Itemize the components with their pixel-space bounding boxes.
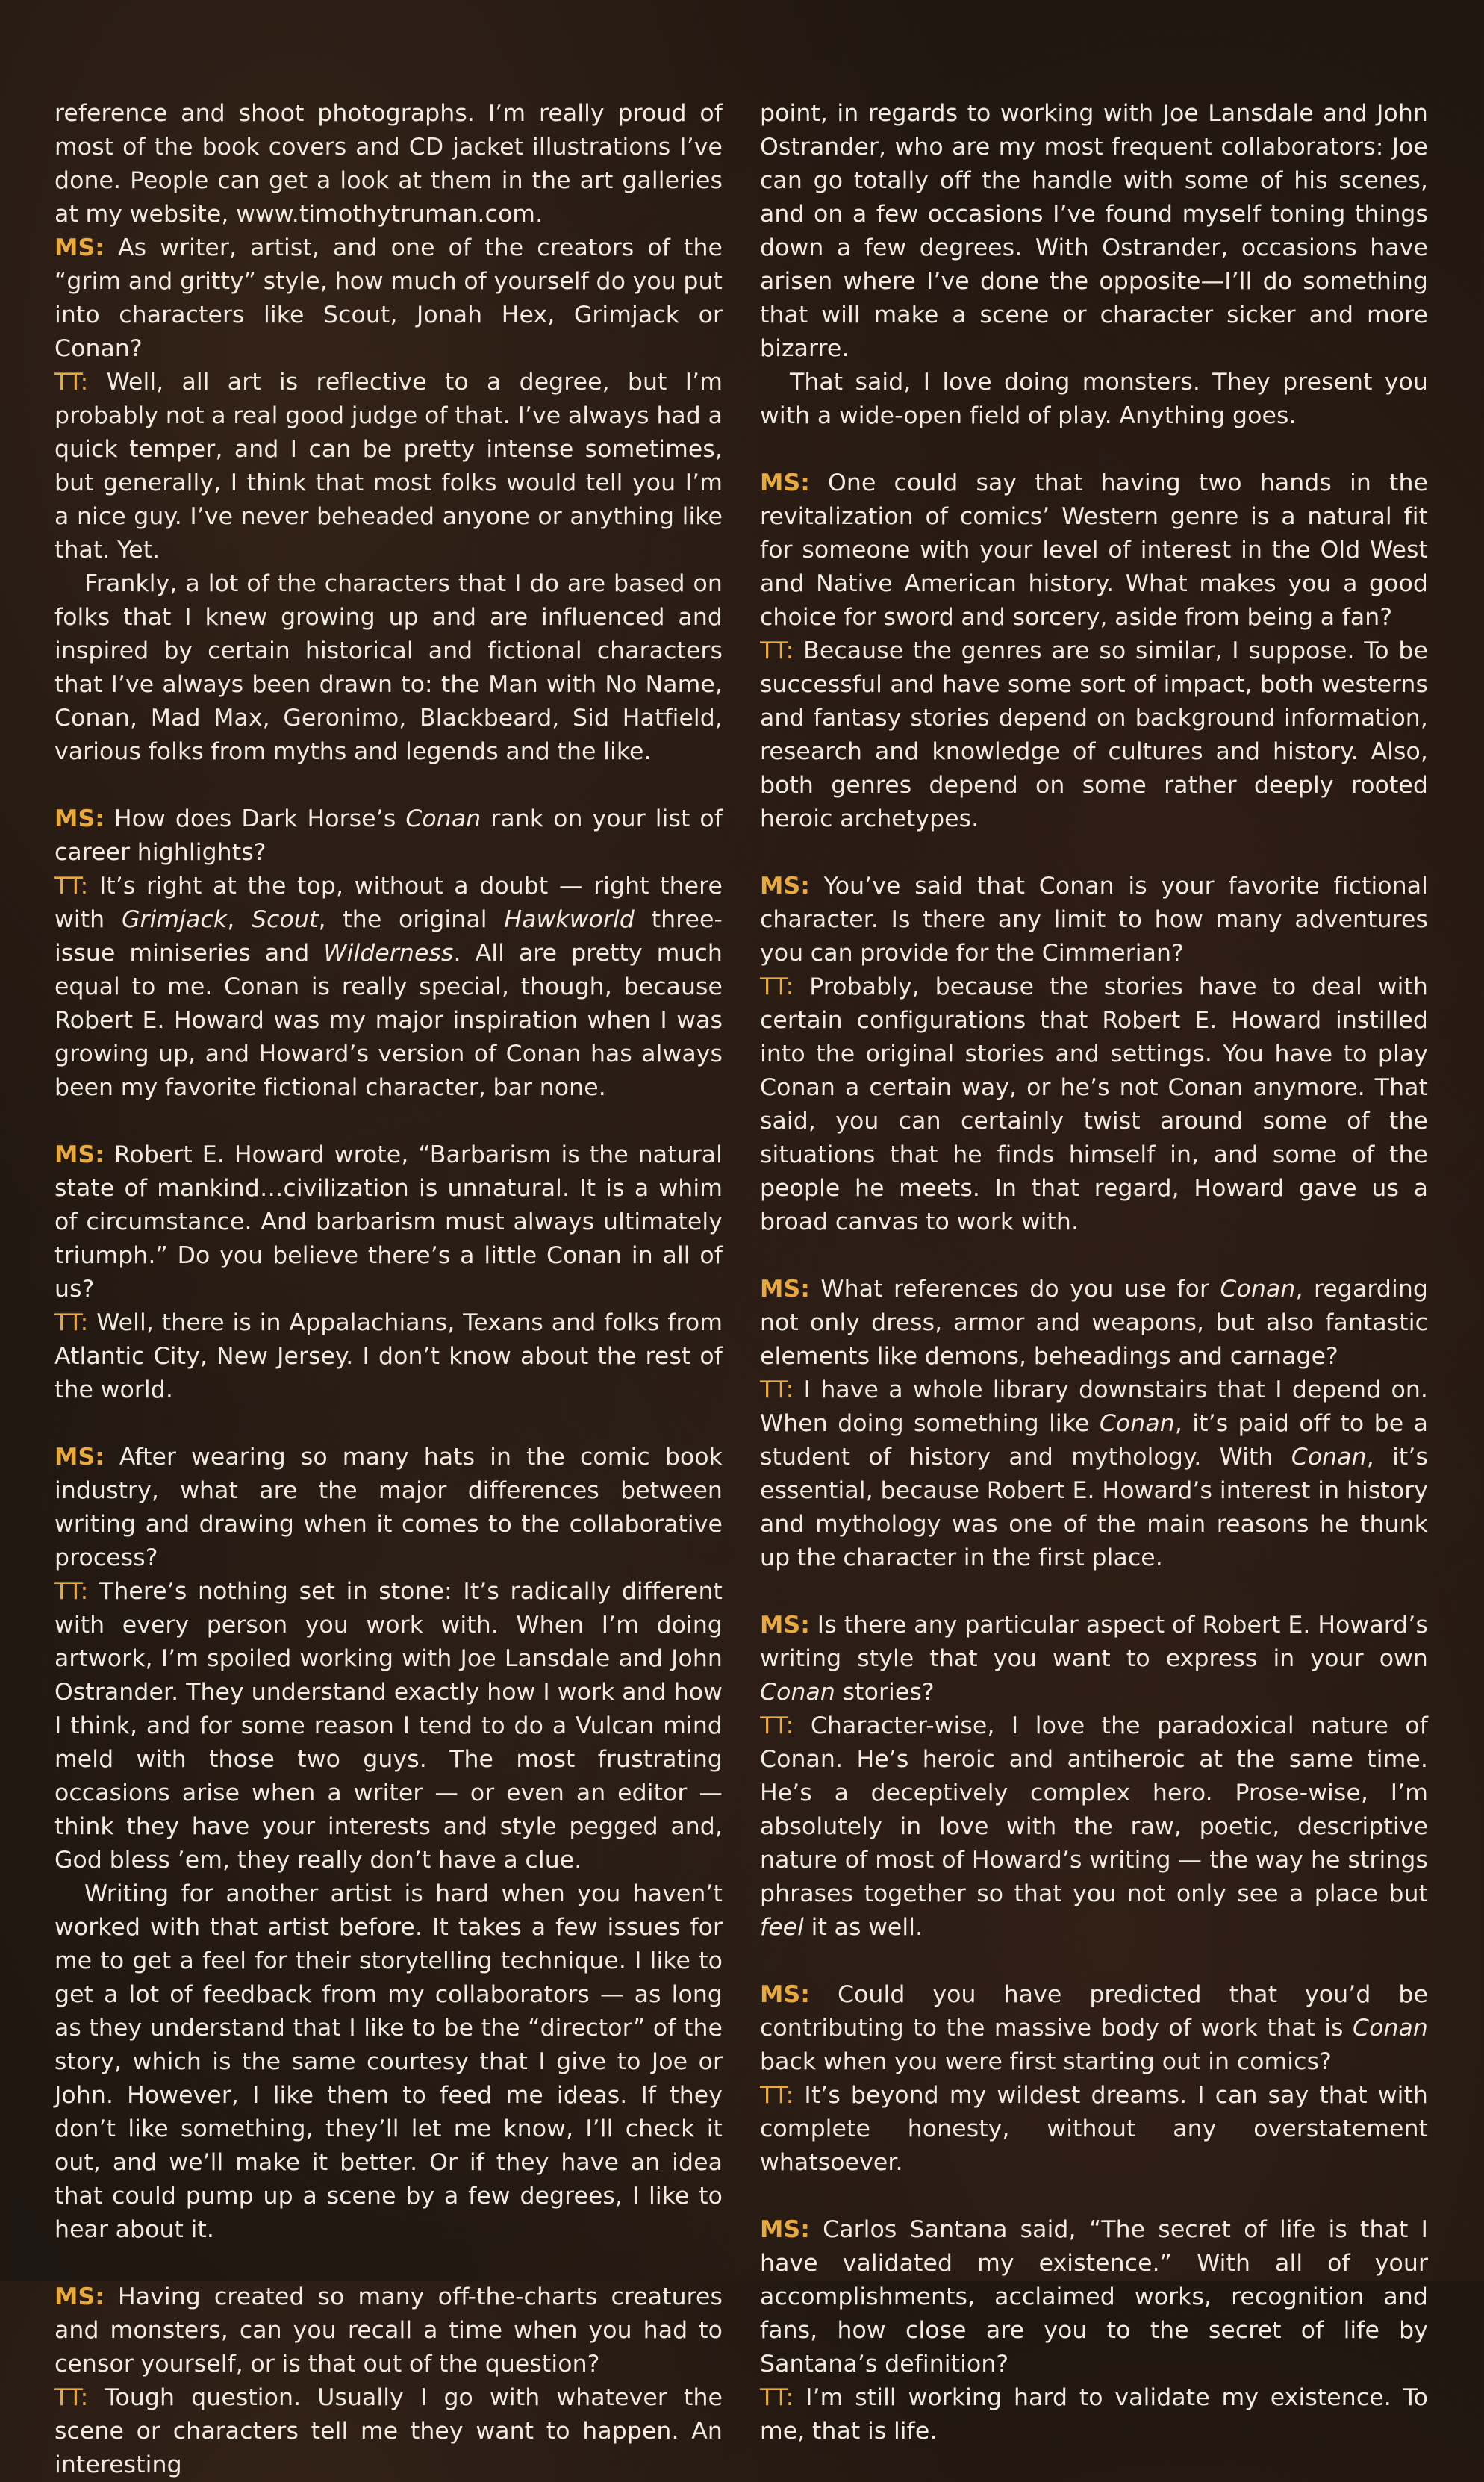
question-text: As writer, artist, and one of the creators of the “grim and gritty” style, how much of yourself do you put into characters like Scout, Jonah Hex, Grimjack or Conan? (54, 234, 723, 362)
answer-text: There’s nothing set in stone: It’s radically different with every person you work with. When I’m doing artwork, I’m spoiled working with Joe Lansdale and John Ostrander. They understand exactly how I work and how I think, and for some reason I tend to do a Vulcan mind meld with those two guys. The most frustrating occasions arise when a writer — or even an editor — think they have your interests and style pegged and, God bless ’em, they really don’t have a clue. (54, 1578, 723, 1874)
question (760, 1609, 1428, 1709)
question (54, 1138, 723, 1306)
question (760, 467, 1428, 634)
left-column (54, 97, 723, 2482)
text-run: . All are pretty much equal to me. Conan is really special, though, because Robert E. Howard was my major inspiration when I was growing up, and Howard’s version of Conan has always been my favorite fictional character, bar none. (54, 940, 723, 1101)
text-run: It’s right at the top, without a doubt — right there with (54, 873, 723, 933)
question-text: Robert E. Howard wrote, “Barbarism is the natural state of mankind…civilization is unnatural. It is a whim of circumstance. And barbarism must always ultimately triumph.” Do you believe there’s a little Conan in all of us? (54, 1141, 723, 1303)
speaker-tt: TT: (760, 637, 794, 664)
answer (760, 2381, 1428, 2448)
speaker-ms: MS: (760, 2216, 810, 2243)
question-text: One could say that having two hands in the revitalization of comics’ Western genre is a natural fit for someone with your level of interest in the Old West and Native American history. What makes you a good choice for sword and sorcery, aside from being a fan? (760, 470, 1428, 631)
right-column (760, 97, 1428, 2448)
text-run: stories? (835, 1679, 935, 1706)
italic-title: Hawkworld (504, 906, 635, 933)
question-text: Carlos Santana said, “The secret of life is that I have validated my existence.” With all of your accomplishments, acclaimed works, recognition and fans, how close are you to the secret of life by Santana’s definition? (760, 2216, 1428, 2377)
speaker-tt: TT: (54, 2384, 89, 2411)
paragraph: That said, I love doing monsters. They present you with a wide-open field of play. Anything goes. (760, 369, 1428, 429)
text-run: three-issue miniseries and (54, 906, 723, 967)
text-run: , (227, 906, 252, 933)
speaker-ms: MS: (760, 1981, 810, 2008)
paragraph: reference and shoot photographs. I’m really proud of most of the book covers and CD jacket illustrations I’ve done. People can get a look at them in the art galleries at my website, www.timothytruman.com. (54, 100, 723, 228)
text-run: Could you have predicted that you’d be contributing to the massive body of work that is (760, 1981, 1428, 2042)
answer (760, 1373, 1428, 1575)
answer (760, 2079, 1428, 2180)
answer-text: Well, there is in Appalachians, Texans and folks from Atlantic City, New Jersey. I don’t know about the rest of the world. (54, 1309, 723, 1403)
text-run: How does Dark Horse’s (104, 805, 406, 832)
speaker-tt: TT: (54, 369, 89, 396)
italic-title: Conan (1353, 2015, 1428, 2042)
italic-title: Conan (760, 1679, 835, 1706)
speaker-tt: TT: (760, 1712, 794, 1739)
answer (760, 970, 1428, 1239)
italic-title: Scout (252, 906, 319, 933)
speaker-tt: TT: (760, 2384, 794, 2411)
italic-title: Conan (1099, 1410, 1175, 1437)
text-run: , the original (318, 906, 505, 933)
question-text: After wearing so many hats in the comic book industry, what are the major differences between writing and drawing when it comes to the collaborative process? (54, 1444, 723, 1571)
speaker-ms: MS: (54, 1141, 105, 1168)
italic-title: Conan (405, 805, 481, 832)
text-run: What references do you use for (809, 1276, 1220, 1303)
answer-continued: Frankly, a lot of the characters that I do are based on folks that I knew growing up and are influenced and inspired by certain historical and fictional characters that I’ve always been drawn to: the Man with No Name, Conan, Mad Max, Geronimo, Blackbeard, Sid Hatfield, various folks from myths and legends and the like. (54, 570, 723, 765)
answer-text: It’s beyond my wildest dreams. I can say that with complete honesty, without any overstatement whatsoever. (760, 2082, 1428, 2176)
italic-title: Conan (1220, 1276, 1296, 1303)
question (54, 1441, 723, 1575)
question-text: Having created so many off-the-charts creatures and monsters, can you recall a time when you had to censor yourself, or is that out of the question? (54, 2283, 723, 2377)
speaker-ms: MS: (760, 470, 810, 496)
answer-text: Because the genres are so similar, I suppose. To be successful and have some sort of impact, both westerns and fantasy stories depend on background information, research and knowledge of cultures and history. Also, both genres depend on some rather deeply rooted heroic archetypes. (760, 637, 1428, 832)
answer (760, 1709, 1428, 1945)
italic-title: Conan (1291, 1444, 1367, 1471)
italic-word: feel (760, 1914, 805, 1941)
speaker-tt: TT: (54, 1578, 89, 1605)
text-run: Character-wise, I love the paradoxical nature of Conan. He’s heroic and antiheroic at the same time. He’s a deceptively complex hero. Prose-wise, I’m absolutely in love with the raw, poetic, descriptive nature of most of Howard’s writing — the way he strings phrases together so that you not only see a place but (760, 1712, 1428, 1907)
text-run: it as well. (804, 1914, 923, 1941)
answer (54, 1306, 723, 1407)
speaker-tt: TT: (760, 2082, 794, 2109)
answer-text: I’m still working hard to validate my existence. To me, that is life. (760, 2384, 1428, 2445)
question (54, 231, 723, 366)
question (54, 802, 723, 870)
answer (54, 870, 723, 1105)
text-run: , it’s essential, because Robert E. Howard’s interest in history and mythology was one of the main reasons he thunk up the character in the first place. (760, 1444, 1428, 1571)
paragraph: point, in regards to working with Joe Lansdale and John Ostrander, who are my most frequent collaborators: Joe can go totally off the handle with some of his scenes, and on a few occasions I’ve found myself toning things down a few degrees. With Ostrander, occasions have arisen where I’ve done the opposite—I’ll do something that will make a scene or character sicker and more bizarre. (760, 100, 1428, 362)
question (760, 1273, 1428, 1373)
speaker-tt: TT: (760, 1376, 794, 1403)
speaker-ms: MS: (54, 1444, 105, 1471)
answer (54, 366, 723, 567)
answer-text: Probably, because the stories have to deal with certain configurations that Robert E. Howard instilled into the original stories and settings. You have to play Conan a certain way, or he’s not Conan anymore. That said, you can certainly twist around some of the situations that he finds himself in, and some of the people he meets. In that regard, Howard gave us a broad canvas to work with. (760, 973, 1428, 1235)
answer-continued: Writing for another artist is hard when you haven’t worked with that artist before. It takes a few issues for me to get a feel for their storytelling technique. I like to get a lot of feedback from my collaborators — as long as they understand that I like to be the “director” of the story, which is the same courtesy that I give to Joe or John. However, I like them to feed me ideas. If they don’t like something, they’ll let me know, I’ll check it out, and we’ll make it better. Or if they have an idea that could pump up a scene by a few degrees, I like to hear about it. (54, 1880, 723, 2243)
answer (54, 2381, 723, 2482)
question (760, 2213, 1428, 2381)
question-text: You’ve said that Conan is your favorite fictional character. Is there any limit to how many adventures you can provide for the Cimmerian? (760, 873, 1428, 967)
speaker-ms: MS: (54, 234, 105, 261)
speaker-ms: MS: (54, 2283, 105, 2310)
speaker-ms: MS: (760, 1612, 810, 1638)
speaker-tt: TT: (54, 1309, 89, 1336)
answer-text: Tough question. Usually I go with whatever the scene or characters tell me they want to happen. An interesting (54, 2384, 723, 2478)
answer (760, 634, 1428, 836)
answer-text: Well, all art is reflective to a degree, but I’m probably not a real good judge of that. I’ve always had a quick temper, and I can be pretty intense sometimes, but generally, I think that most folks would tell you I’m a nice guy. I’ve never beheaded anyone or anything like that. Yet. (54, 369, 723, 564)
text-run: , regarding not only dress, armor and weapons, but also fantastic elements like demons, beheadings and carnage? (760, 1276, 1428, 1370)
question (54, 2280, 723, 2381)
text-run: Is there any particular aspect of Robert E. Howard’s writing style that you want to express in your own (760, 1612, 1428, 1672)
speaker-tt: TT: (760, 973, 794, 1000)
text-run: rank on your list of career highlights? (54, 805, 723, 866)
answer (54, 1575, 723, 1877)
speaker-tt: TT: (54, 873, 89, 899)
text-run: , it’s paid off to be a student of history and mythology. With (760, 1410, 1428, 1471)
speaker-ms: MS: (54, 805, 105, 832)
text-run: I have a whole library downstairs that I depend on. When doing something like (760, 1376, 1428, 1437)
question (760, 1978, 1428, 2079)
question (760, 870, 1428, 970)
speaker-ms: MS: (760, 1276, 810, 1303)
speaker-ms: MS: (760, 873, 810, 899)
text-run: back when you were first starting out in comics? (760, 2048, 1332, 2075)
italic-title: Grimjack (121, 906, 228, 933)
italic-title: Wilderness (323, 940, 454, 967)
